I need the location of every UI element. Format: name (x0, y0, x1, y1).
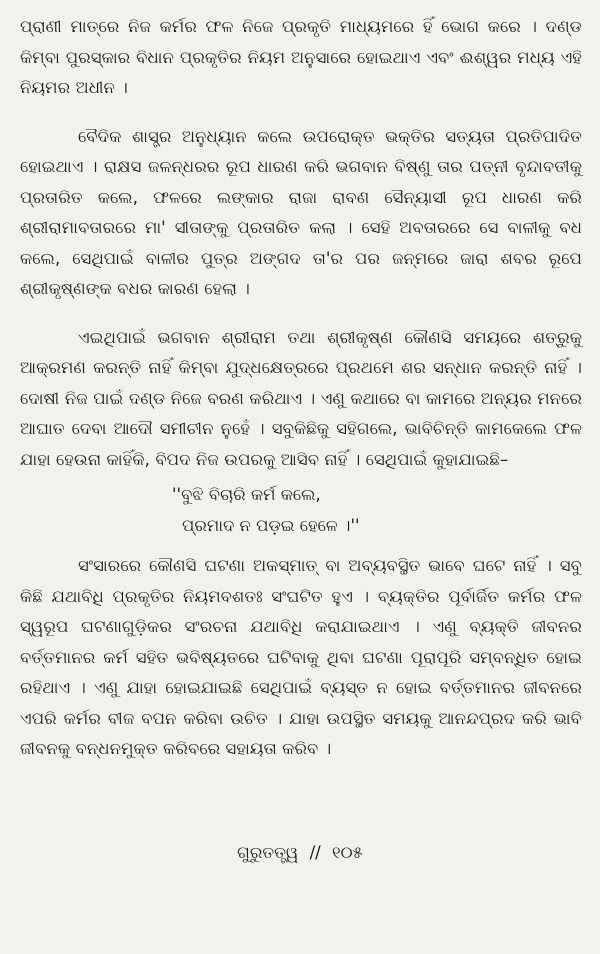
paragraph-4: ସଂସାରରେ କୌଣସି ଘଟଣା ଅକସ୍ମାତ୍ ବା ଅବ୍ୟବସ୍ଥିତ ଭାବେ ଘଟେ ନାହିଁ । ସବୁ କିଛି ଯଥାବିଧି ପ୍ରକୃତିର ନିୟମବଶତଃ ସଂଘଟିତ ହୁଏ । ବ୍ୟକ୍ତିର ପୂର୍ବାର୍ଜିତ କର୍ମର ଫଳ ସ୍ୱରୂପ ଘଟଣାଗୁଡ଼ିକର ସଂରଚନା ଯଥାବିଧି କରାଯାଇଥାଏ । ଏଣୁ ବ୍ୟକ୍ତି ଜୀବନର ବର୍ତ୍ତମାନର କର୍ମ ସହିତ ଭବିଷ୍ୟତରେ ଘଟିବାକୁ ଥିବା ଘଟଣା ପୂରାପୂରି ସମ୍ବନ୍ଧିତ ହୋଇ ରହିଥାଏ । ଏଣୁ ଯାହା ହୋଇଯାଇଛି ସେଥିପାଇଁ ବ୍ୟସ୍ତ ନ ହୋଇ ବର୍ତ୍ତମାନର ଜୀବନରେ ଏପରି କର୍ମର ବୀଜ ବପନ କରିବା ଉଚିତ । ଯାହା ଉପସ୍ଥିତ ସମୟକୁ ଆନନ୍ଦପ୍ରଦ କରି ଭାବି ଜୀବନକୁ ବନ୍ଧନମୁକ୍ତ କରିବରେ ସହାୟତା କରିବ । (20, 556, 582, 758)
page-footer (0, 838, 600, 868)
footer-separator: // (309, 843, 321, 862)
paragraph-3: ଏଇଥିପାଇଁ ଭଗବାନ ଶ୍ରୀରାମ ତଥା ଶ୍ରୀକୃଷ୍ଣ କୌଣସି ସମୟରେ ଶତ୍ରୁକୁ ଆକ୍ରମଣ କରନ୍ତି ନାହିଁ କିମ୍ବା ଯୁଦ୍ଧକ୍ଷେତ୍ରରେ ପ୍ରଥମେ ଶର ସନ୍ଧାନ କରନ୍ତି ନାହିଁ । ଦୋଷୀ ନିଜ ପାଇଁ ଦଣ୍ଡ ନିଜେ ବରଣ କରିଥାଏ । ଏଣୁ କଥାରେ ବା କାମରେ ଅନ୍ୟର ମନରେ ଆଘାତ ଦେବା ଆଦୌ ସମୀଚୀନ ନୁହେଁ । ସବୁକିଛିକୁ ସହିଗଲେ, ଭାବିଚିନ୍ତି କାମକେଲେ ଫଳ ଯାହା ହେଉନା କାହିଁକି, ବିପଦ ନିଜ ଉପରକୁ ଆସିବ ନାହିଁ । ସେଥିପାଇଁ କୁହାଯାଇଛି– (20, 327, 582, 469)
verse-line-2: ପ୍ରମାଦ ନ ପଡ଼ଇ ହେଳେ ।'' (182, 516, 360, 535)
verse-quote (20, 479, 582, 541)
verse-line-1: ''ବୁଝି ବିଚାରି କର୍ମ କଲେ, (172, 485, 321, 504)
book-title: ଗୁରୁତତ୍ତ୍ୱ (237, 843, 299, 862)
paragraph-gap (20, 305, 582, 323)
paragraph-1: ପ୍ରାଣୀ ମାତ୍ରେ ନିଜ କର୍ମର ଫଳ ନିଜେ ପ୍ରକୃତି ମାଧ୍ୟମରେ ହିଁ ଭୋଗ କରେ । ଦଣ୍ଡ କିମ୍ବା ପୁରସ୍କାର ବିଧାନ ପ୍ରକୃତିର ନିୟମ ଅନୁସାରେ ହୋଇଥାଏ ଏବଂ ଈଶ୍ୱର ମଧ୍ୟ ଏହି ନିୟମର ଅଧୀନ । (20, 17, 582, 97)
paragraph-gap (20, 104, 582, 122)
paragraph-2: ବୈଦିକ ଶାସ୍ତ୍ର ଅନୁଧ୍ୟାନ କଲେ ଉପରୋକ୍ତ ଭକ୍ତିର ସତ୍ୟତା ପ୍ରତିପାଦିତ ହୋଇଥାଏ । ରାକ୍ଷସ ଜଳନ୍ଧରର ରୂପ ଧାରଣ କରି ଭଗବାନ ବିଷ୍ଣୁ ତାର ପତ୍ନୀ ବୃନ୍ଦାବତୀକୁ ପ୍ରତାରିତ କଲେ, ଫଳରେ ଲଙ୍କାର ରାଜା ରାବଣ ସୈନ୍ୟାସୀ ରୂପ ଧାରଣ କରି ଶ୍ରୀରାମାବତାରରେ ମା' ସୀତାଙ୍କୁ ପ୍ରତାରିତ କଲା । ସେହି ଅବତାରରେ ସେ ବାଳୀକୁ ବଧ କଲେ, ସେଥିପାଇଁ ବାଳୀର ପୁତ୍ର ଅଙ୍ଗଦ ତା'ର ପର ଜନ୍ମରେ ଜାରା ଶବର ରୂପେ ଶ୍ରୀକୃଷ୍ଣଙ୍କ ବଧର କାରଣ ହେଲା । (20, 126, 582, 298)
paragraph-gap (20, 541, 582, 551)
page-number: ୧୦୫ (331, 843, 363, 862)
